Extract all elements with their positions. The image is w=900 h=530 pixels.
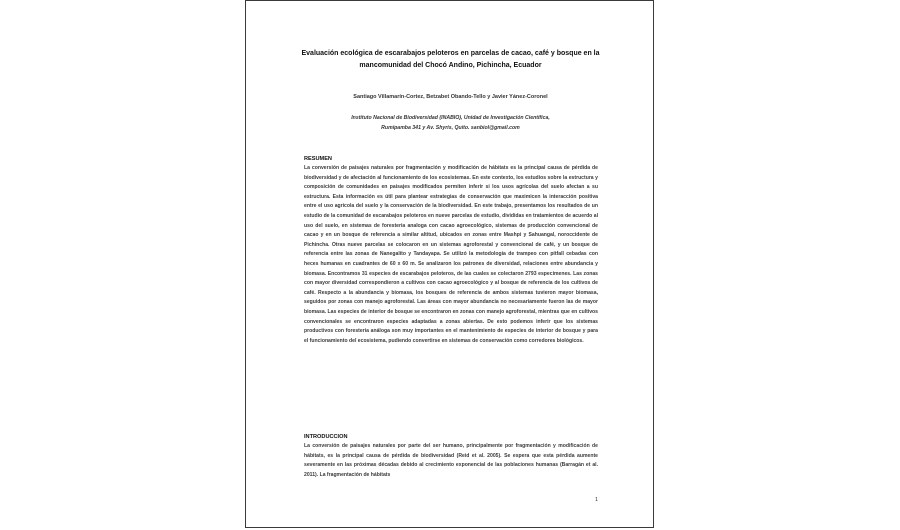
paper-title: Evaluación ecológica de escarabajos peloteros en parcelas de cacao, café y bosque en la mancomunidad del Chocó Andino, Pichincha, Ecuador [301, 50, 600, 69]
paper-authors: Santiago Villamarín-Cortez, Betzabet Obando-Tello y Javier Yánez-Coronel [353, 94, 548, 100]
paper-affiliation [276, 113, 625, 133]
affiliation-line-2: Rumipamba 341 y Av. Shyris, Quito. sanbiol@gmail.com [381, 125, 520, 131]
introduction-heading: INTRODUCCION [304, 434, 348, 440]
abstract-heading: RESUMEN [304, 156, 332, 162]
introduction-paragraph: La conversión de paisajes naturales por parte del ser humano, principalmente por fragmentación y modificación de hábitats, es la principal causa de pérdida de biodiversidad (Reid et al. 2005). Se espera que esta pérdida aumente severamente en las próximas décadas debido al crecimiento exponencial de las poblaciones humanas (Barragán et al. 2011). La fragmentación de hábitats [304, 443, 598, 478]
abstract-paragraph: La conversión de paisajes naturales por fragmentación y modificación de hábitats es la principal causa de pérdida de biodiversidad y de afectación al funcionamiento de los ecosistemas. En este contexto, los estudios sobre la estructura y composición de comunidades en paisajes modificados permiten inferir si los usos agrícolas del suelo afectan a su estructura. Esta información es útil para plantear estrategias de conservación que maximicen la interacción positiva entre el uso agrícola del suelo y la conservación de la biodiversidad. En este trabajo, presentamos los resultados de un estudio de la comunidad de escarabajos peloteros en nueve parcelas de estudio, divididas en tratamientos de acuerdo al uso del suelo, en sistemas de foresteria analoga con cacao agroecológico, sistemas de producción convencional de cacao y en un bosque de referencia a similar altitud, ubicados en zonas entre Mashpi y Sahuangal, noroccidente de Pichincha. Otras nueve parcelas se colocaron en un sistemas agroforestal y convencional de café, y un bosque de referencia entre las zonas de Nanegalito y Tandayapa. Se utilizó la metodología de trampeo con pitfall cebadas con heces humanas en cuadrantes de 60 x 60 m. Se analizaron los patrones de diversidad, relaciones entre abundancia y biomasa. Encontramos 31 especies de escarabajos peloteros, de las cuales se colectaron 2793 especimenes. Las zonas con mayor diversidad correspondieron a cultivos con cacao agroecológico y al bosque de referencia de los cultivos de café. Respecto a la abundancia y biomasa, los bosques de referencia de ambos sistemas tuvieron mayor biomasa, seguidos por zonas con manejo agroforestal. Las áreas con mayor abundancia no necesariamente fueron las de mayor biomasa. Las especies de interior de bosque se encontraron en zonas con manejo agroforestal, mientras que en cultivos convencionales se encontraron especies adaptadas a zonas abiertas. De esto podemos inferir que los sistemas productivos con foresteria análoga son muy importantes en el mantenimiento de especies de interior de bosque y para el funcionamiento del ecosistema, pudiendo convertirse en sistemas de conservación como corredores biológicos. [304, 165, 598, 344]
document-page [245, 0, 654, 528]
affiliation-line-1: Instituto Nacional de Biodiversidad (INABIO), Unidad de Investigación Científica, [351, 115, 550, 121]
page-number: 1 [595, 497, 599, 503]
